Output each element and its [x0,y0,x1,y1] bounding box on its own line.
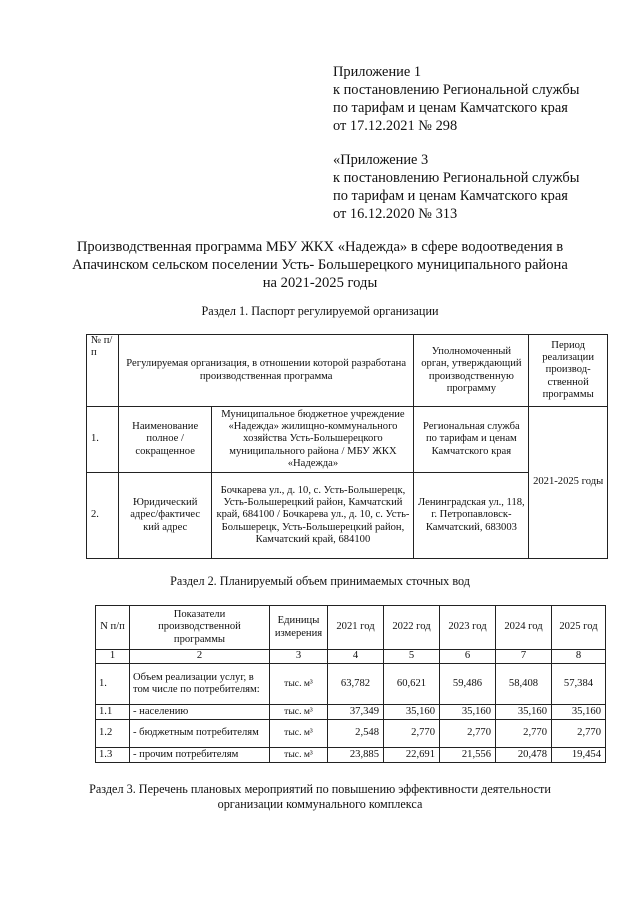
row-value-2021: 2,548 [328,720,384,748]
appendix-3-line-4: от 16.12.2020 № 313 [333,206,458,222]
volume-header-2022: 2022 год [384,606,440,650]
document-title [60,238,580,292]
column-number: 5 [384,650,440,664]
passport-period-value: 2021-2025 годы [529,407,608,559]
table-row [96,748,606,763]
row-value-2022: 22,691 [384,748,440,763]
row-value-2025: 19,454 [552,748,606,763]
passport-row-1-name: Наименование полное / сокращенное [118,407,212,473]
row-value-2023: 2,770 [440,720,496,748]
section-1-heading: Раздел 1. Паспорт регулируемой организации [201,304,439,318]
document-title-line-2: Апачинском сельском поселении Усть- Большерецкого муниципального района [72,257,568,273]
appendix-3-block [333,151,579,223]
column-number: 2 [130,650,270,664]
column-number: 3 [270,650,328,664]
appendix-3-line-2: к постановлению Региональной службы [333,170,580,186]
document-title-line-1: Производственная программа МБУ ЖКХ «Надежда» в сфере водоотведения в [76,239,564,255]
volume-header-unit: Единицы измерения [270,606,328,650]
volume-header-2023: 2023 год [440,606,496,650]
volume-header-indicator: Показатели производственной программы [130,606,270,650]
row-indicator: Объем реализации услуг, в том числе по потребителям: [130,664,270,705]
column-number: 1 [96,650,130,664]
row-unit: тыс. м³ [270,720,328,748]
row-num: 1. [96,664,130,705]
volume-header-2021: 2021 год [328,606,384,650]
passport-header-num: № п/п [87,335,119,407]
volume-column-number-row [96,650,606,664]
row-num: 1.2 [96,720,130,748]
volume-header-2025: 2025 год [552,606,606,650]
column-number: 7 [496,650,552,664]
appendix-3-line-3: по тарифам и ценам Камчатского края [333,188,568,204]
passport-table [86,334,608,559]
row-num: 1.1 [96,705,130,720]
passport-row-2-name: Юридический адрес/фактичес кий адрес [118,473,212,559]
passport-row-2-value: Бочкарева ул., д. 10, с. Усть-Большерецк, Усть-Большерецкий район, Камчатский край, 684100 / Бочкарева ул., д. 10, с. Усть-Большерецк, Усть-Большерецкий район, Камчатский край, 684100 [212,473,414,559]
row-value-2023: 35,160 [440,705,496,720]
row-unit: тыс. м³ [270,664,328,705]
row-value-2024: 2,770 [496,720,552,748]
column-number: 8 [552,650,606,664]
wastewater-volume-table [95,605,606,763]
row-value-2022: 2,770 [384,720,440,748]
table-row [96,664,606,705]
row-value-2024: 20,478 [496,748,552,763]
passport-row-1-num: 1. [87,407,119,473]
row-value-2022: 60,621 [384,664,440,705]
row-value-2022: 35,160 [384,705,440,720]
row-num: 1.3 [96,748,130,763]
row-unit: тыс. м³ [270,705,328,720]
appendix-1-line-4: от 17.12.2021 № 298 [333,118,458,134]
row-value-2023: 21,556 [440,748,496,763]
table-row [96,705,606,720]
passport-header-row [87,335,608,407]
passport-header-authority: Уполномоченный орган, утверждающий производственную программу [414,335,529,407]
row-indicator: - прочим потребителям [130,748,270,763]
column-number: 6 [440,650,496,664]
passport-header-period: Период реализации производ-ственной программы [529,335,608,407]
passport-row-2-authority: Ленинградская ул., 118, г. Петропавловск-Камчатский, 683003 [414,473,529,559]
row-indicator: - населению [130,705,270,720]
passport-row-1-value: Муниципальное бюджетное учреждение «Надежда» жилищно-коммунального хозяйства Усть-Большерецкого муниципального района / МБУ ЖКХ «Надежда» [212,407,414,473]
passport-row-1-authority: Региональная служба по тарифам и ценам Камчатского края [414,407,529,473]
row-unit: тыс. м³ [270,748,328,763]
row-value-2023: 59,486 [440,664,496,705]
row-value-2024: 58,408 [496,664,552,705]
row-value-2025: 2,770 [552,720,606,748]
appendix-3-line-1: «Приложение 3 [333,152,429,168]
table-row [96,720,606,748]
passport-row-2-num: 2. [87,473,119,559]
appendix-1-block [333,63,579,135]
row-value-2024: 35,160 [496,705,552,720]
row-value-2021: 63,782 [328,664,384,705]
passport-header-org: Регулируемая организация, в отношении которой разработана производственная программа [118,335,414,407]
document-title-line-3: на 2021-2025 годы [262,275,378,291]
row-value-2021: 37,349 [328,705,384,720]
section-3-heading: Раздел 3. Перечень плановых мероприятий по повышению эффективности деятельности организации коммунального комплекса [89,782,551,811]
appendix-1-line-3: по тарифам и ценам Камчатского края [333,100,568,116]
column-number: 4 [328,650,384,664]
volume-header-2024: 2024 год [496,606,552,650]
volume-header-row [96,606,606,650]
appendix-1-line-2: к постановлению Региональной службы [333,82,580,98]
row-value-2025: 35,160 [552,705,606,720]
section-2-heading: Раздел 2. Планируемый объем принимаемых сточных вод [170,574,470,588]
row-value-2025: 57,384 [552,664,606,705]
passport-row [87,407,608,473]
volume-header-num: N п/п [96,606,130,650]
row-indicator: - бюджетным потребителям [130,720,270,748]
row-value-2021: 23,885 [328,748,384,763]
appendix-1-line-1: Приложение 1 [333,64,422,80]
